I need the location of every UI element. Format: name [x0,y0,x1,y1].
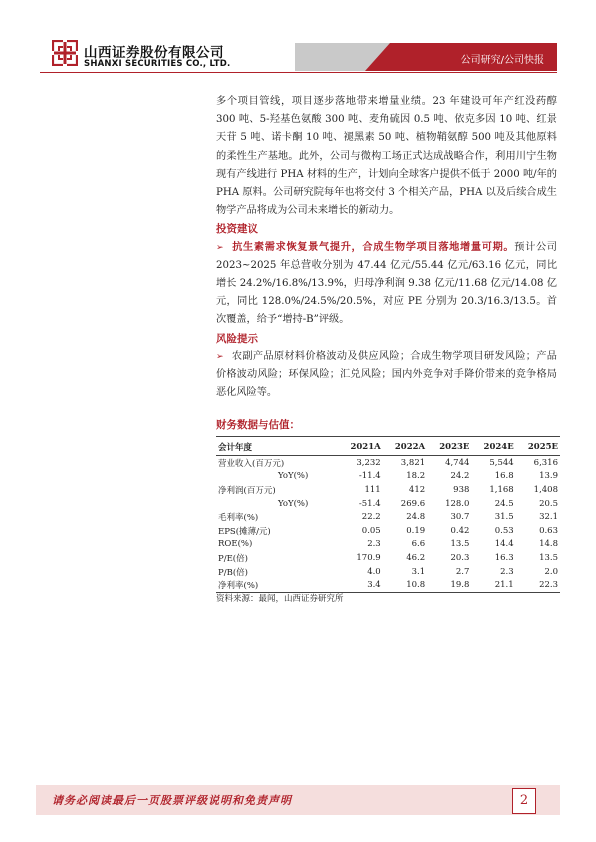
table-cell: 13.5 [450,539,470,550]
page-number: 2 [512,788,536,814]
table-row [216,524,560,538]
table-cell: 16.8 [494,471,514,482]
investment-text: 预计公司 2023~2025 年总营收分别为 47.44 亿元/55.44 亿元/63.16 亿元，同比增长 24.2%/16.8%/13.9%，归母净利润 9.38 亿元/11.68 亿元/14.08 亿元，同比 128.0%/24.5%/20.5%，对应 PE 分别为 20.3/16.3/13.5。首次覆盖，给予“增持-B”评级。 [216,241,557,326]
company-name-cn: 山西证券股份有限公司 [84,45,224,61]
table-row [216,578,560,592]
table-cell: 24.8 [406,512,426,523]
table-cell: 20.3 [450,552,470,563]
table-cell: 24.2 [450,471,470,482]
table-header-row [216,437,560,456]
table-header-cell: 会计年度 [216,437,338,456]
table-row [216,551,560,565]
table-cell: 21.1 [471,578,515,592]
table-header-cell: 2023E [427,437,471,456]
table-cell: 1,168 [489,484,514,495]
financial-table [216,436,560,593]
table-cell: 170.9 [356,552,381,563]
table-header-cell: 2021A [338,437,382,456]
table-cell: 30.7 [450,512,470,523]
risk-title: 风险提示 [216,332,258,345]
risk-paragraph [216,348,557,403]
table-cell: 20.5 [539,498,558,509]
intro-paragraph: 多个项目管线，项目逐步落地带来增量业绩。23 年建设可年产红没药醇 300 吨、5-羟基色氨酸 300 吨、麦角硫因 0.5 吨、依克多因 10 吨、红景天苷 5 吨、诺卡酮 10 吨、褪黑素 50 吨、植物鞘氨醇 500 吨及其他原料的柔性生产基地。此外，公司与微构工场正式达成战略合作，利用川宁生物现有产线进行 PHA 材料的生产，计划向全球客户提供不低于 2000 吨/年的 PHA 原料。公司研究院每年也将交付 3 个相关产品，PHA 以及后续合成生物学产品将成为公司未来增长的新动力。 [216,96,557,217]
table-cell: 2.3 [367,539,381,550]
table-cell: 3,232 [356,457,381,468]
row-label: P/E(倍) [218,553,248,564]
table-cell: 0.42 [450,525,470,536]
table-cell: 4,744 [445,457,470,468]
row-label: 净利润(百万元) [218,485,276,496]
table-cell: 3.4 [338,578,382,592]
company-name-en: SHANXI SECURITIES CO., LTD. [84,59,231,69]
row-label: P/B(倍) [218,567,248,578]
table-cell: 0.63 [539,525,558,536]
footer-disclaimer: 请务必阅读最后一页股票评级说明和免责声明 [52,794,292,807]
row-label: EPS(摊薄/元) [218,526,271,537]
table-cell: 269.6 [400,498,426,509]
row-label: 净利率(%) [216,578,338,592]
table-source-note: 资料来源：最闻，山西证券研究所 [216,594,344,604]
financial-table-wrapper [216,436,560,593]
page-header [0,0,596,80]
table-cell: 13.9 [539,471,558,482]
table-cell: 4.0 [367,566,381,577]
table-cell: 2.3 [500,566,514,577]
table-cell: -11.4 [358,471,381,482]
investment-advice-paragraph [216,239,557,330]
table-cell: 938 [453,484,470,495]
table-cell: 128.0 [445,498,470,509]
table-cell: 16.3 [494,552,514,563]
arrow-bullet-icon: ➢ [216,351,224,362]
row-label: YoY(%) [278,471,309,482]
table-cell: 1,408 [533,484,558,495]
table-cell: 22.2 [361,512,381,523]
table-header-cell: 2024E [471,437,515,456]
report-type-label: 公司研究/公司快报 [460,55,544,66]
table-cell: 24.5 [494,498,514,509]
table-cell: 22.3 [516,578,560,592]
table-row [216,538,560,552]
table-cell: 46.2 [406,552,426,563]
table-cell: 31.5 [494,512,514,523]
table-cell: 14.4 [494,539,514,550]
table-row [216,497,560,511]
table-cell: 2.0 [544,566,558,577]
table-cell: 3,821 [400,457,426,468]
table-header-cell: 2025E [516,437,560,456]
table-cell: 0.53 [494,525,514,536]
table-row [216,456,560,470]
table-cell: 32.1 [539,512,558,523]
row-label: 营业收入(百万元) [218,458,285,469]
financial-table-title: 财务数据与估值： [216,419,300,431]
header-divider [40,72,557,73]
row-label: 毛利率(%) [218,513,259,524]
table-cell: 0.19 [406,525,426,536]
table-cell: 14.8 [539,539,558,550]
table-row [216,510,560,524]
table-cell: 10.8 [383,578,427,592]
table-cell: 13.5 [539,552,558,563]
risk-text: 农副产品原材料价格波动及供应风险；合成生物学项目研发风险；产品价格波动风险；环保风险；汇兑风险；国内外竞争对手降价带来的竞争格局恶化风险等。 [216,350,557,399]
table-cell: 2.7 [455,566,470,577]
table-cell: 111 [364,484,381,495]
table-cell: 3.1 [411,566,426,577]
table-cell: 6.6 [411,539,426,550]
table-cell: -51.4 [358,498,381,509]
table-row [216,565,560,579]
table-cell: 19.8 [427,578,471,592]
shanxi-securities-logo-icon [52,40,78,66]
table-cell: 412 [408,484,426,495]
table-cell: 5,544 [489,457,514,468]
table-cell: 0.05 [361,525,381,536]
report-body [216,93,557,402]
table-cell: 18.2 [406,471,426,482]
table-cell: 6,316 [533,457,558,468]
row-label: YoY(%) [278,498,309,509]
investment-highlight: 抗生素需求恢复景气提升，合成生物学项目落地增量可期。 [231,241,515,253]
table-header-cell: 2022A [383,437,427,456]
table-row [216,470,560,484]
investment-advice-title: 投资建议 [216,223,258,236]
arrow-bullet-icon: ➢ [216,242,224,253]
table-row [216,483,560,497]
row-label: ROE(%) [218,539,253,550]
